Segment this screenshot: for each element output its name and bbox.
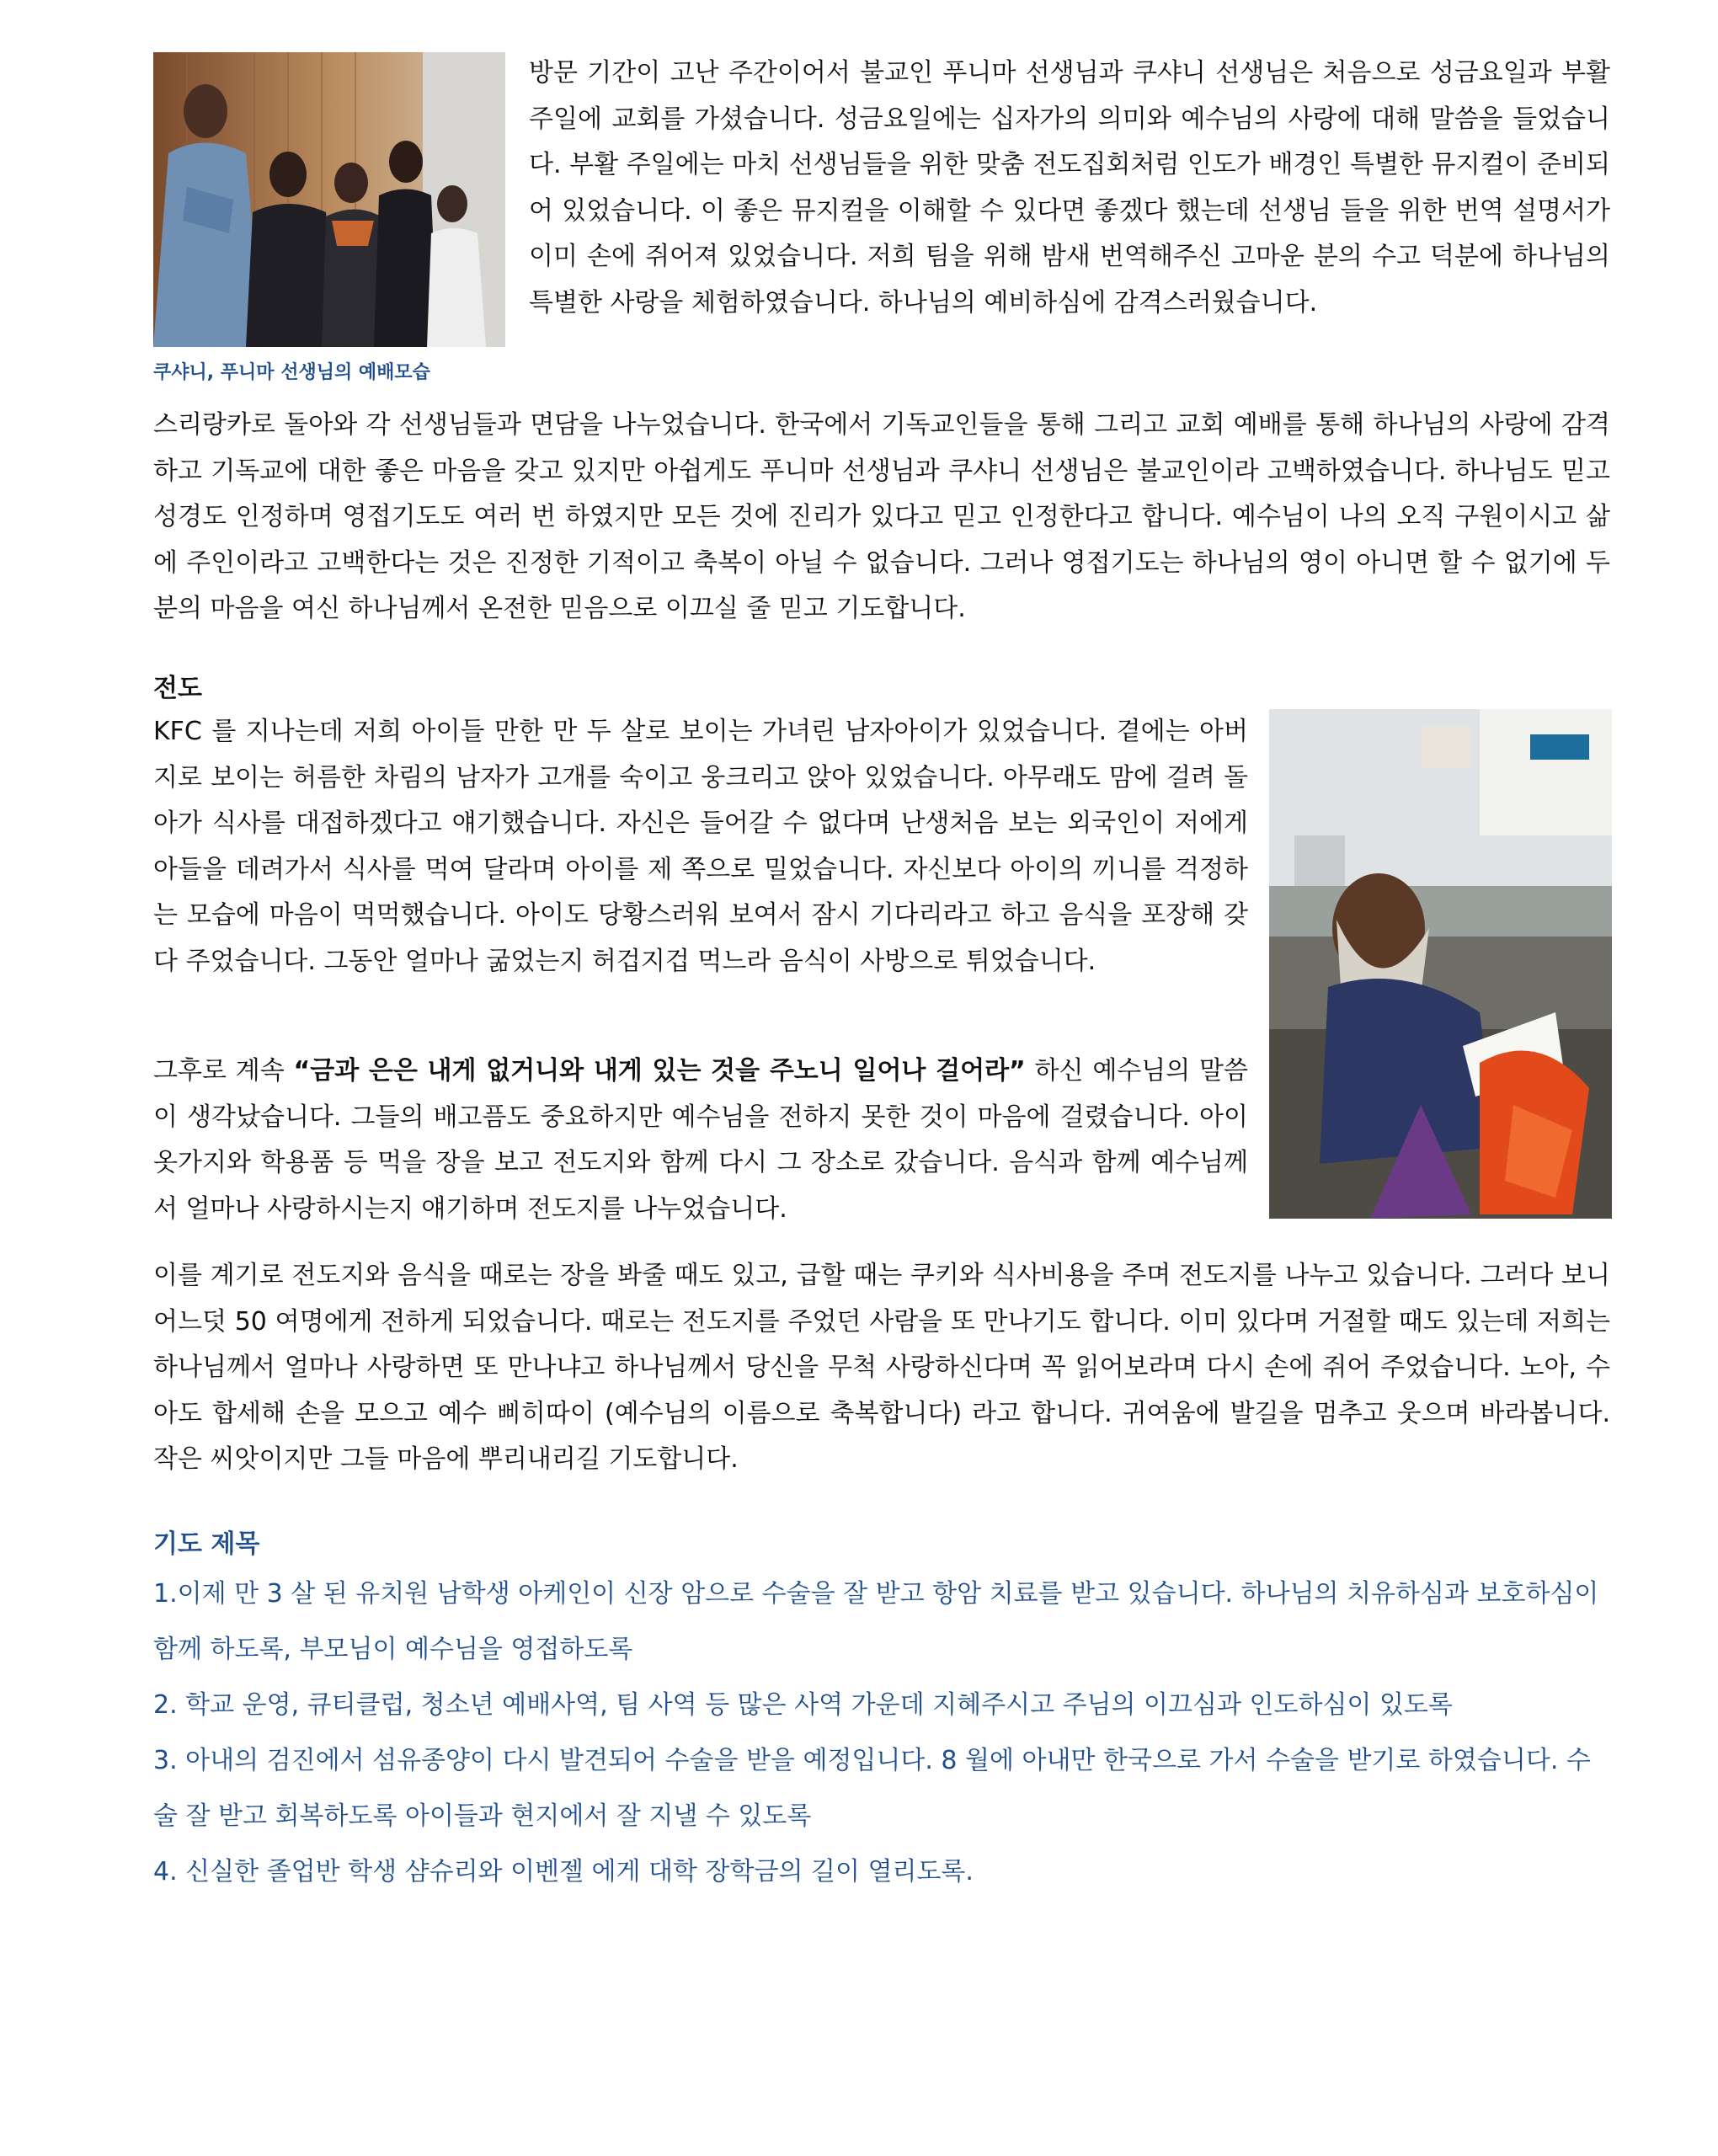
prayer-item-1: 1.이제 만 3 살 된 유치원 남학생 아케인이 신장 암으로 수술을 잘 받고 항암 치료를 받고 있습니다. 하나님의 치유하심과 보호하심이 함께 하도록, 부모님이 예수님을 영접하도록 — [153, 1579, 1599, 1664]
paragraph-2-intro: 그후로 계속 — [153, 1056, 294, 1086]
evangelism-paragraph-2 — [153, 1049, 1248, 1232]
interview-paragraph: 스리랑카로 돌아와 각 선생님들과 면담을 나누었습니다. 한국에서 기독교인들을 통해 그리고 교회 예배를 통해 하나님의 사랑에 감격하고 기독교에 대한 좋은 마음을 갖고 있지만 아쉽게도 푸니마 선생님과 쿠샤니 선생님은 불교인이라 고백하였습니다. 하나님도 믿고 성경도 인정하며 영접기도도 여러 번 하였지만 모든 것에 진리가 있다고 믿고 인정한다고 합니다. 예수님이 나의 오직 구원이시고 삶에 주인이라고 고백한다는 것은 진정한 기적이고 축복이 아닐 수 없습니다. 그러나 영접기도는 하나님의 영이 아니면 할 수 없기에 두 분의 마음을 여신 하나님께서 온전한 믿음으로 이끄실 줄 믿고 기도합니다. — [153, 410, 1610, 623]
photo-caption: 쿠샤니, 푸니마 선생님의 예배모습 — [153, 362, 430, 383]
visit-paragraph: 방문 기간이 고난 주간이어서 불교인 푸니마 선생님과 쿠샤니 선생님은 처음으로 성금요일과 부활주일에 교회를 가셨습니다. 성금요일에는 십자가의 의미와 예수님의 사랑에 대해 말씀을 들었습니다. 부활 주일에는 마치 선생님들을 위한 맞춤 전도집회처럼 인도가 배경인 특별한 뮤지컬이 준비되어 있었습니다. 이 좋은 뮤지컬을 이해할 수 있다면 좋겠다 했는데 선생님 들을 위한 번역 설명서가 이미 손에 쥐어져 있었습니다. 저희 팀을 위해 밤새 번역해주신 고마운 분의 수고 덕분에 하나님의 특별한 사랑을 체험하였습니다. 하나님의 예비하심에 감격스러웠습니다. — [529, 58, 1610, 318]
prayer-item-3: 3. 아내의 검진에서 섬유종양이 다시 발견되어 수술을 받을 예정입니다. 8 월에 아내만 한국으로 가서 수술을 받기로 하였습니다. 수술 잘 받고 회복하도록 아이들과 현지에서 잘 지낼 수 있도록 — [153, 1746, 1591, 1831]
prayer-item-2: 2. 학교 운영, 큐티클럽, 청소년 예배사역, 팀 사역 등 많은 사역 가운데 지혜주시고 주님의 이끄심과 인도하심이 있도록 — [153, 1690, 1453, 1720]
evangelism-heading: 전도 — [153, 674, 202, 703]
evangelism-paragraph-1: KFC 를 지나는데 저희 아이들 만한 만 두 살로 보이는 가녀린 남자아이가 있었습니다. 곁에는 아버지로 보이는 허름한 차림의 남자가 고개를 숙이고 웅크리고 앉아 있었습니다. 아무래도 맘에 걸려 돌아가 식사를 대접하겠다고 얘기했습니다. 자신은 들어갈 수 없다며 난생처음 보는 외국인이 저에게 아들을 데려가서 식사를 먹여 달라며 아이를 제 쪽으로 밀었습니다. 자신보다 아이의 끼니를 걱정하는 모습에 마음이 먹먹했습니다. 아이도 당황스러워 보여서 잠시 기다리라고 하고 음식을 포장해 갖다 주었습니다. 그동안 얼마나 굶었는지 허겁지겁 먹느라 음식이 사방으로 튀었습니다. — [153, 717, 1248, 976]
worship-photo — [153, 52, 505, 347]
old-man-photo — [1269, 709, 1612, 1219]
prayer-item-4: 4. 신실한 졸업반 학생 샴슈리와 이벤젤 에게 대학 장학금의 길이 열리도록. — [153, 1857, 974, 1886]
prayer-heading: 기도 제목 — [153, 1529, 260, 1559]
worship-photo-image — [153, 52, 505, 347]
evangelism-paragraph-3: 이를 계기로 전도지와 음식을 때로는 장을 봐줄 때도 있고, 급할 때는 쿠키와 식사비용을 주며 전도지를 나누고 있습니다. 그러다 보니 어느덧 50 여명에게 전하게 되었습니다. 때로는 전도지를 주었던 사람을 또 만나기도 합니다. 이미 있다며 거절할 때도 있는데 저희는 하나님께서 얼마나 사랑하면 또 만나냐고 하나님께서 당신을 무척 사랑하신다며 꼭 읽어보라며 다시 손에 쥐어 주었습니다. 노아, 수아도 합세해 손을 모으고 예수 삐히따이 (예수님의 이름으로 축복합니다) 라고 합니다. 귀여움에 발길을 멈추고 웃으며 바라봅니다. 작은 씨앗이지만 그들 마음에 뿌리내리길 기도합니다. — [153, 1261, 1610, 1474]
old-man-photo-image — [1269, 709, 1612, 1219]
bible-quote: “금과 은은 내게 없거니와 내게 있는 것을 주노니 일어나 걸어라” — [293, 1056, 1026, 1086]
paragraph-2-body: 하신 예수님의 말씀이 생각났습니다. 그들의 배고픔도 중요하지만 예수님을 전하지 못한 것이 마음에 걸렸습니다. 아이 옷가지와 학용품 등 먹을 장을 보고 전도지와 함께 다시 그 장소로 갔습니다. 음식과 함께 예수님께서 얼마나 사랑하시는지 얘기하며 전도지를 나누었습니다. — [153, 1056, 1248, 1224]
